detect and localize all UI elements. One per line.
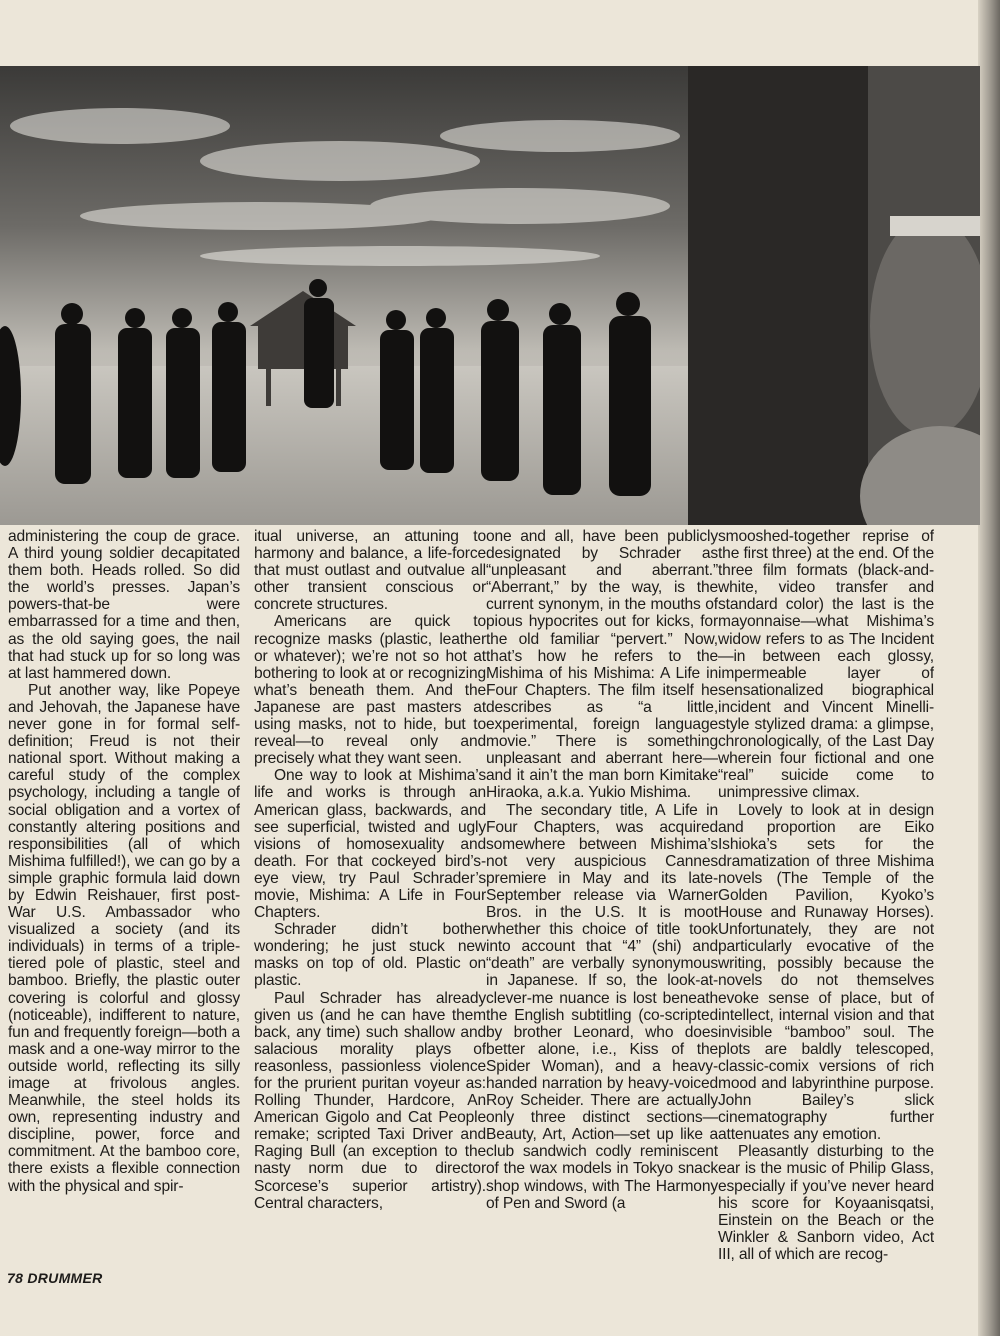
- paragraph: Pleasantly disturbing to the ear is the music of Philip Glass, especially if you’ve never heard his score for Koyaanisqatsi, Einstein on the Beach or the Winkler & Sanborn video, Act III, all of which are recog-: [718, 1143, 934, 1263]
- paragraph: administering the coup de grace. A third young soldier decapitated them both. Heads rolled. So did the world’s presses. Japan’s powers-that-be were embarrassed for a time and then, as the old saying goes, the nail that had stuck up for so long was at last hammered down.: [8, 528, 240, 682]
- paragraph: smooshed-together reprise of the first three) at the end. Of the three film formats (black-and-white, video transfer and standard color) the last is the mayonnaise—what Mishima’s widow refers to as The Incident—in between each glossy, impermeable layer of sensationalized biographical incident and Vincent Minelli-style stylized drama: a glimpse, chronologically, of the Last Day wherein four fictional and one “real” suicide come to unimpressive climax.: [718, 528, 934, 802]
- page-folio: 78 DRUMMER: [7, 1270, 103, 1286]
- paragraph: Americans are quick to recognize masks (plastic, leather or whatever); we’re not so hot at bothering to look at or recognizing what’s beneath them. And the Japanese are past masters at using masks, not to hide, but to reveal—to reveal only and precisely what they want seen.: [254, 613, 486, 768]
- text-column-2: [254, 528, 486, 1304]
- paragraph: Schrader didn’t bother wondering; he just stuck new masks on top of old. Plastic on plastic.: [254, 921, 486, 990]
- text-column-1: [8, 528, 240, 1304]
- paragraph: Put another way, like Popeye and Jehovah, the Japanese have never gone in for formal self-definition; Freud is not their national sport. Without making a careful study of the complex psychology, including a tangle of social obligation and a vortex of constantly altering positions and responsibilities (all of which Mishima fulfilled!), we can go by a simple graphic formula laid down by Edwin Reishauer, first post-War U.S. Ambassador who visualized a society (and its individuals) in terms of a triple-tiered pole of plastic, steel and bamboo. Briefly, the plastic outer covering is colorful and glossy (noticeable), indifferent to nature, fun and frequently foreign—both a mask and a one-way mirror to the outside world, reflecting its silly image at frivolous angles. Meanwhile, the steel holds its own, representing industry and discipline, power, force and commitment. At the bamboo core, there exists a flexible connection with the physical and spir-: [8, 681, 240, 1195]
- paragraph: Lovely to look at in design and proportion are Eiko Ishioka’s sets for the dramatization of three Mishima novels (The Temple of the Golden Pavilion, Kyoko’s House and Runaway Horses). Unfortunately, they are not particularly evocative of the writing, possibly because the novels do not themselves evoke sense of place, but of intellect, internal vision and that invisible “bamboo” soul. The plots are baldly telescoped, classic-comix versions of rich mood and labyrinthine purpose. John Bailey’s slick cinematography further attenuates any emotion.: [718, 801, 934, 1144]
- text-column-4: [718, 528, 934, 1304]
- paragraph: The secondary title, A Life in Four Chapters, was acquired somewhere between Mishima’s not very auspicious Cannes premiere in May and its late-September release via Warner Bros. in the U.S. It is moot whether this choice of title took into account that “4” (shi) and “death” are verbally synonymous in Japanese. If so, the look-at-clever-me nuance is lost beneath the English subtitling (co-scripted by brother Leonard, who does better alone, i.e., Kiss of the Spider Woman), and a heavy-handed narration by heavy-voiced Roy Scheider. There are actually only three distinct sections—Beauty, Art, Action—set up like a club sandwich codly reminiscent of the wax models in Tokyo snack shop windows, with The Harmony of Pen and Sword (a: [486, 801, 718, 1212]
- article-body: [0, 528, 1000, 1308]
- paragraph: Paul Schrader has already given us (and he can have them back, any time) such shallow and salacious morality plays of reasonless, passionless violence for the prurient puritan voyeur as: Rolling Thunder, Hardcore, An American Gigolo and Cat People remake; scripted Taxi Driver and Raging Bull (an exception to the nasty norm due to director Scorcese’s superior artistry). Central characters,: [254, 989, 486, 1212]
- paragraph: itual universe, an attuning to harmony and balance, a life-force that must outlast and outvalue all other transient conscious or concrete structures.: [254, 528, 486, 614]
- paragraph: One way to look at Mishima’s life and works is through an American glass, backwards, and see superficial, twisted and ugly visions of homosexuality and death. For that cockeyed bird’s-eye view, try Paul Schrader’s movie, Mishima: A Life in Four Chapters.: [254, 767, 486, 922]
- paragraph: one and all, have been publicly designated by Schrader as “unpleasant and aberrant.” “Aberrant,” by the way, is the current synonym, in the mouths of pious hypocrites out for kicks, for the old familiar “pervert.” Now, that’s how he refers to the Mishima of his Mishima: A Life in Four Chapters. The film itself he describes as “a little, experimental, foreign language movie.” There is something unpleasant and aberrant here—and it ain’t the man born Kimitake Hiraoka, a.k.a. Yukio Mishima.: [486, 528, 718, 802]
- text-column-3: [486, 528, 718, 1304]
- film-still-photo: [0, 66, 980, 525]
